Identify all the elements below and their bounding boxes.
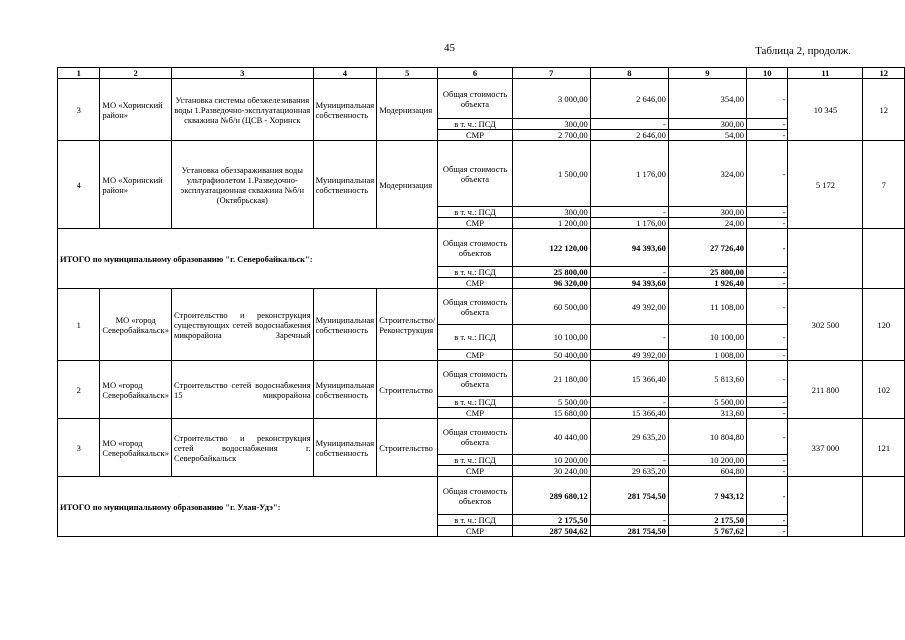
value-cell: - xyxy=(590,207,668,218)
value-cell: - xyxy=(746,229,787,267)
value-cell: - xyxy=(746,466,787,477)
value-cell: 1 200,00 xyxy=(512,218,590,229)
value-cell: 94 393,60 xyxy=(590,229,668,267)
smr-label: СМР xyxy=(438,218,512,229)
value-cell: 2 700,00 xyxy=(512,130,590,141)
psd-label: в т. ч.: ПСД xyxy=(438,397,512,408)
work-type-cell: Строительство xyxy=(377,361,438,419)
value-cell: 49 392,00 xyxy=(590,350,668,361)
municipality-cell: МО «город Северобайкальск» xyxy=(100,289,172,361)
value-cell: 300,00 xyxy=(668,119,746,130)
value-cell: - xyxy=(746,455,787,466)
ownership-cell: Муниципальная собственность xyxy=(313,289,377,361)
table-row xyxy=(58,79,905,119)
cost-label: Общая стоимость объекта xyxy=(438,419,512,455)
psd-label: в т. ч.: ПСД xyxy=(438,455,512,466)
cost-label: Общая стоимость объекта xyxy=(438,361,512,397)
value-cell: 15 366,40 xyxy=(590,408,668,419)
value-cell: - xyxy=(746,278,787,289)
value-cell: - xyxy=(746,325,787,350)
table-row xyxy=(58,361,905,397)
value-cell: 3 000,00 xyxy=(512,79,590,119)
col11-cell: 337 000 xyxy=(788,419,863,477)
value-cell: 49 392,00 xyxy=(590,289,668,325)
value-cell: 27 726,40 xyxy=(668,229,746,267)
value-cell: 281 754,50 xyxy=(590,526,668,537)
value-cell: - xyxy=(746,218,787,229)
value-cell: 11 108,00 xyxy=(668,289,746,325)
value-cell: 60 500,00 xyxy=(512,289,590,325)
value-cell: 300,00 xyxy=(512,207,590,218)
col-header: 3 xyxy=(171,68,313,79)
value-cell: 7 943,12 xyxy=(668,477,746,515)
psd-label: в т. ч.: ПСД xyxy=(438,119,512,130)
smr-label: СМР xyxy=(438,130,512,141)
col-header: 4 xyxy=(313,68,377,79)
value-cell: 10 100,00 xyxy=(512,325,590,350)
col-header: 12 xyxy=(863,68,905,79)
page-number: 45 xyxy=(444,42,455,54)
smr-label: СМР xyxy=(438,278,512,289)
table-row xyxy=(58,141,905,207)
value-cell: 2 175,50 xyxy=(512,515,590,526)
ownership-cell: Муниципальная собственность xyxy=(313,419,377,477)
ownership-cell: Муниципальная собственность xyxy=(313,141,377,229)
value-cell: 2 175,50 xyxy=(668,515,746,526)
value-cell: - xyxy=(746,207,787,218)
value-cell: 15 366,40 xyxy=(590,361,668,397)
value-cell: 25 800,00 xyxy=(668,267,746,278)
row-number: 3 xyxy=(58,79,100,141)
total-label: ИТОГО по муниципальному образованию "г. Северобайкальск": xyxy=(58,229,438,289)
col-header: 2 xyxy=(100,68,172,79)
col-header: 5 xyxy=(377,68,438,79)
empty-cell xyxy=(863,229,905,289)
budget-table xyxy=(57,67,905,537)
value-cell: 24,00 xyxy=(668,218,746,229)
smr-label: СМР xyxy=(438,466,512,477)
value-cell: 300,00 xyxy=(668,207,746,218)
work-type-cell: Строительство xyxy=(377,419,438,477)
object-name-cell: Установка системы обезжелезивания воды 1.Разведочно-эксплуатационная скважина №б/н (ЦСВ - Хоринск xyxy=(171,79,313,141)
value-cell: 1 176,00 xyxy=(590,141,668,207)
col11-cell: 302 500 xyxy=(788,289,863,361)
empty-cell xyxy=(788,229,863,289)
value-cell: 10 200,00 xyxy=(512,455,590,466)
smr-label: СМР xyxy=(438,408,512,419)
col12-cell: 102 xyxy=(863,361,905,419)
value-cell: 5 767,62 xyxy=(668,526,746,537)
municipality-cell: МО «город Северобайкальск» xyxy=(100,419,172,477)
psd-label: в т. ч.: ПСД xyxy=(438,267,512,278)
row-number: 1 xyxy=(58,289,100,361)
value-cell: 25 800,00 xyxy=(512,267,590,278)
object-name-cell: Установка обеззараживания воды ультрафиолетом 1.Разведочно-эксплуатационная скважина №б/н (Октябрьская) xyxy=(171,141,313,229)
col12-cell: 120 xyxy=(863,289,905,361)
value-cell: - xyxy=(746,515,787,526)
value-cell: - xyxy=(746,130,787,141)
cost-label: Общая стоимость объектов xyxy=(438,229,512,267)
value-cell: 50 400,00 xyxy=(512,350,590,361)
psd-label: в т. ч.: ПСД xyxy=(438,207,512,218)
value-cell: - xyxy=(590,119,668,130)
col12-cell: 121 xyxy=(863,419,905,477)
value-cell: - xyxy=(746,397,787,408)
value-cell: - xyxy=(746,419,787,455)
col-header: 7 xyxy=(512,68,590,79)
value-cell: 354,00 xyxy=(668,79,746,119)
total-row xyxy=(58,477,905,515)
value-cell: 30 240,00 xyxy=(512,466,590,477)
value-cell: 313,60 xyxy=(668,408,746,419)
value-cell: 21 180,00 xyxy=(512,361,590,397)
row-number: 2 xyxy=(58,361,100,419)
table-caption: Таблица 2, продолж. xyxy=(755,45,851,57)
value-cell: 29 635,20 xyxy=(590,419,668,455)
value-cell: 40 440,00 xyxy=(512,419,590,455)
empty-cell xyxy=(788,477,863,537)
col-header: 1 xyxy=(58,68,100,79)
value-cell: - xyxy=(746,141,787,207)
col11-cell: 10 345 xyxy=(788,79,863,141)
value-cell: 96 320,00 xyxy=(512,278,590,289)
smr-label: СМР xyxy=(438,526,512,537)
cost-label: Общая стоимость объекта xyxy=(438,141,512,207)
value-cell: 324,00 xyxy=(668,141,746,207)
cost-label: Общая стоимость объектов xyxy=(438,477,512,515)
value-cell: 5 500,00 xyxy=(512,397,590,408)
cost-label: Общая стоимость объекта xyxy=(438,289,512,325)
value-cell: 94 393,60 xyxy=(590,278,668,289)
value-cell: 5 813,60 xyxy=(668,361,746,397)
municipality-cell: МО «Хоринский район» xyxy=(100,141,172,229)
value-cell: - xyxy=(746,267,787,278)
total-label: ИТОГО по муниципальному образованию "г. Улан-Удэ": xyxy=(58,477,438,537)
value-cell: - xyxy=(590,325,668,350)
psd-label: в т. ч.: ПСД xyxy=(438,325,512,350)
object-name-cell: Строительство и реконструкция сетей водоснабжения г. Северобайкальск xyxy=(171,419,313,477)
value-cell: 10 200,00 xyxy=(668,455,746,466)
work-type-cell: Модернизация xyxy=(377,141,438,229)
value-cell: - xyxy=(746,350,787,361)
value-cell: 54,00 xyxy=(668,130,746,141)
row-number: 3 xyxy=(58,419,100,477)
municipality-cell: МО «Хоринский район» xyxy=(100,79,172,141)
col11-cell: 5 172 xyxy=(788,141,863,229)
value-cell: 281 754,50 xyxy=(590,477,668,515)
col-header: 8 xyxy=(590,68,668,79)
value-cell: 1 926,40 xyxy=(668,278,746,289)
value-cell: 5 500,00 xyxy=(668,397,746,408)
work-type-cell: Строительство/ Реконструкция xyxy=(377,289,438,361)
cost-label: Общая стоимость объекта xyxy=(438,79,512,119)
object-name-cell: Строительство и реконструкция существующих сетей водоснабжения микрорайона Заречный xyxy=(171,289,313,361)
empty-cell xyxy=(863,477,905,537)
value-cell: 10 100,00 xyxy=(668,325,746,350)
value-cell: - xyxy=(590,515,668,526)
ownership-cell: Муниципальная собственность xyxy=(313,79,377,141)
value-cell: 604,80 xyxy=(668,466,746,477)
value-cell: - xyxy=(590,267,668,278)
value-cell: 300,00 xyxy=(512,119,590,130)
value-cell: 15 680,00 xyxy=(512,408,590,419)
value-cell: - xyxy=(746,361,787,397)
col-header: 10 xyxy=(746,68,787,79)
municipality-cell: МО «город Северобайкальск» xyxy=(100,361,172,419)
value-cell: 29 635,20 xyxy=(590,466,668,477)
value-cell: 287 504,62 xyxy=(512,526,590,537)
col12-cell: 12 xyxy=(863,79,905,141)
value-cell: - xyxy=(746,477,787,515)
col11-cell: 211 800 xyxy=(788,361,863,419)
col-header: 6 xyxy=(438,68,512,79)
value-cell: - xyxy=(746,289,787,325)
value-cell: - xyxy=(746,408,787,419)
value-cell: 10 804,80 xyxy=(668,419,746,455)
value-cell: 289 680,12 xyxy=(512,477,590,515)
psd-label: в т. ч.: ПСД xyxy=(438,515,512,526)
value-cell: - xyxy=(590,455,668,466)
value-cell: 122 120,00 xyxy=(512,229,590,267)
value-cell: - xyxy=(746,119,787,130)
ownership-cell: Муниципальная собственность xyxy=(313,361,377,419)
value-cell: - xyxy=(590,397,668,408)
header-row xyxy=(58,68,905,79)
col12-cell: 7 xyxy=(863,141,905,229)
row-number: 4 xyxy=(58,141,100,229)
value-cell: 1 008,00 xyxy=(668,350,746,361)
value-cell: 1 176,00 xyxy=(590,218,668,229)
value-cell: 2 646,00 xyxy=(590,79,668,119)
value-cell: 2 646,00 xyxy=(590,130,668,141)
table-row xyxy=(58,419,905,455)
value-cell: - xyxy=(746,526,787,537)
col-header: 9 xyxy=(668,68,746,79)
value-cell: 1 500,00 xyxy=(512,141,590,207)
object-name-cell: Строительство сетей водоснабжения 15 микрорайона xyxy=(171,361,313,419)
col-header: 11 xyxy=(788,68,863,79)
value-cell: - xyxy=(746,79,787,119)
total-row xyxy=(58,229,905,267)
table-row xyxy=(58,289,905,325)
smr-label: СМР xyxy=(438,350,512,361)
work-type-cell: Модернизация xyxy=(377,79,438,141)
